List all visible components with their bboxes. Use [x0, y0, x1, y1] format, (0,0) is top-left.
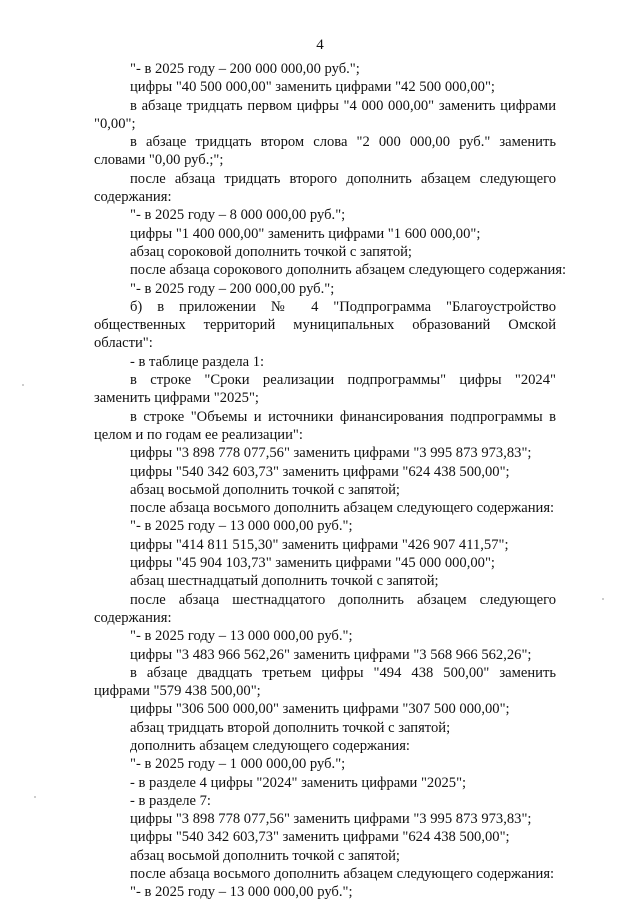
paragraph: цифры "414 811 515,30" заменить цифрами "426 907 411,57"; — [130, 536, 509, 553]
paragraph: цифры "3 898 778 077,56" заменить цифрами "3 995 873 973,83"; — [130, 445, 532, 462]
paragraph: - в разделе 7: — [130, 792, 211, 809]
paragraph: б) в приложении № 4 "Подпрограмма "Благоустройство общественных территорий муниципальных образований Омской области": — [94, 298, 556, 352]
paragraph: в абзаце тридцать первом цифры "4 000 000,00" заменить цифрами "0,00"; — [94, 97, 556, 132]
paragraph: в абзаце двадцать третьем цифры "494 438 500,00" заменить цифрами "579 438 500,00"; — [94, 664, 556, 700]
paragraph: цифры "40 500 000,00" заменить цифрами "42 500 000,00"; — [130, 79, 495, 96]
paragraph: в абзаце тридцать втором слова "2 000 000,00 руб." заменить словами "0,00 руб.;"; — [94, 134, 556, 169]
paragraph: цифры "306 500 000,00" заменить цифрами "307 500 000,00"; — [130, 701, 510, 718]
paragraph: "- в 2025 году – 200 000,00 руб."; — [130, 280, 335, 297]
paragraph: в строке "Сроки реализации подпрограммы" цифры "2024" заменить цифрами "2025"; — [94, 372, 556, 407]
paragraph: в строке "Объемы и источники финансирования подпрограммы в целом и по годам ее реализации": — [94, 408, 556, 443]
paragraph: цифры "3 898 778 077,56" заменить цифрами "3 995 873 973,83"; — [130, 811, 532, 828]
paragraph: цифры "45 904 103,73" заменить цифрами "45 000 000,00"; — [130, 555, 495, 572]
scan-speck — [34, 796, 36, 798]
paragraph: "- в 2025 году – 13 000 000,00 руб."; — [130, 884, 353, 901]
paragraph: абзац шестнадцатый дополнить точкой с запятой; — [130, 573, 439, 590]
paragraph: "- в 2025 году – 8 000 000,00 руб."; — [130, 207, 346, 224]
paragraph: после абзаца восьмого дополнить абзацем следующего содержания: — [130, 500, 555, 517]
paragraph: цифры "540 342 603,73" заменить цифрами "624 438 500,00"; — [130, 829, 510, 846]
document-body — [94, 60, 567, 902]
paragraph: дополнить абзацем следующего содержания: — [130, 737, 410, 754]
paragraph: "- в 2025 году – 13 000 000,00 руб."; — [130, 518, 353, 535]
paragraph: - в разделе 4 цифры "2024" заменить цифрами "2025"; — [130, 774, 467, 791]
paragraph: после абзаца тридцать второго дополнить абзацем следующего содержания: — [94, 170, 556, 206]
paragraph: "- в 2025 году – 1 000 000,00 руб."; — [130, 756, 346, 773]
scan-speck — [602, 598, 604, 600]
paragraph: после абзаца шестнадцатого дополнить абзацем следующего содержания: — [94, 591, 556, 626]
paragraph: "- в 2025 году – 13 000 000,00 руб."; — [130, 628, 353, 645]
paragraph: абзац восьмой дополнить точкой с запятой; — [130, 847, 400, 864]
paragraph: цифры "540 342 603,73" заменить цифрами "624 438 500,00"; — [130, 463, 510, 480]
scan-speck — [22, 384, 24, 386]
paragraph: цифры "3 483 966 562,26" заменить цифрами "3 568 966 562,26"; — [130, 646, 532, 663]
paragraph: - в таблице раздела 1: — [130, 353, 265, 370]
page-number: 4 — [316, 37, 324, 53]
paragraph: абзац тридцать второй дополнить точкой с запятой; — [130, 719, 451, 736]
paragraph: цифры "1 400 000,00" заменить цифрами "1 600 000,00"; — [130, 225, 481, 242]
paragraph: абзац сороковой дополнить точкой с запятой; — [130, 243, 412, 260]
paragraph: после абзаца восьмого дополнить абзацем следующего содержания: — [130, 866, 555, 883]
paragraph: "- в 2025 году – 200 000 000,00 руб."; — [130, 61, 360, 77]
paragraph: абзац восьмой дополнить точкой с запятой; — [130, 481, 400, 498]
paragraph: после абзаца сорокового дополнить абзацем следующего содержания: — [130, 262, 567, 279]
